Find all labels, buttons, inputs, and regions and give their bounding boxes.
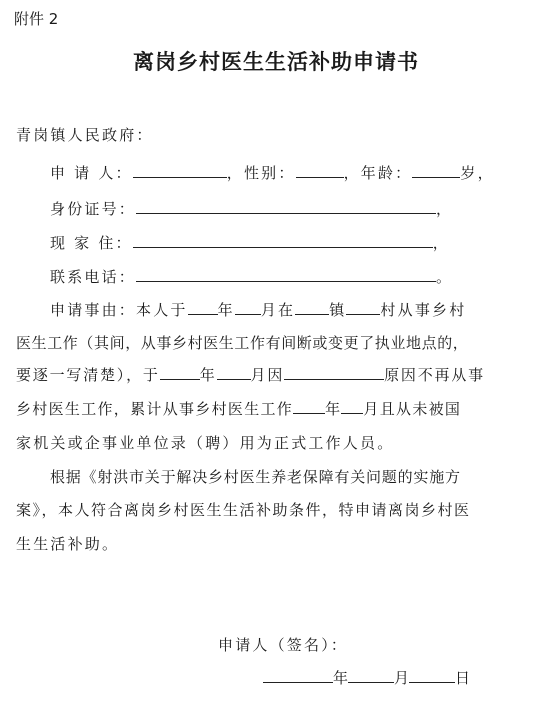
reason-text-1d: 镇 (329, 301, 347, 319)
reason-text-1c: 月在 (260, 301, 296, 319)
reason-text-4c: 月且从未被国 (363, 400, 462, 418)
address-end: ， (432, 234, 450, 252)
id-label: 身份证号： (50, 200, 137, 218)
village-field[interactable] (346, 300, 380, 315)
date-year-label: 年 (333, 669, 349, 687)
reason-text-3c: 月因 (250, 366, 285, 384)
age-field[interactable] (412, 163, 460, 178)
reason-text-3d: 原因不再从事 (384, 366, 485, 384)
reason-text-1a: 申请事由：本人于 (50, 301, 188, 319)
leave-year-field[interactable] (160, 365, 200, 380)
address-line (50, 232, 450, 253)
phone-end: 。 (436, 268, 454, 286)
basis-line-3: 生生活补助。 (16, 535, 120, 553)
applicant-line (50, 162, 495, 183)
phone-field[interactable] (136, 267, 436, 282)
applicant-name-field[interactable] (133, 163, 227, 178)
reason-text-4b: 年 (325, 400, 342, 418)
basis-line-1: 根据《射洪市关于解决乡村医生养老保障有关问题的实施方 (50, 468, 461, 486)
sign-month-field[interactable] (348, 668, 394, 683)
age-unit: 岁， (460, 164, 495, 182)
reason-line-1 (50, 299, 466, 320)
addressee: 青岗镇人民政府： (16, 126, 154, 144)
id-line (50, 198, 453, 219)
document-title: 离岗乡村医生生活补助申请书 (133, 50, 419, 74)
date-line (263, 667, 470, 688)
reason-text-3b: 年 (199, 366, 217, 384)
leave-reason-field[interactable] (284, 365, 384, 380)
signature-label: 申请人（签名）： (218, 636, 349, 654)
basis-line-2: 案》，本人符合离岗乡村医生生活补助条件，特申请离岗乡村医 (16, 501, 471, 519)
address-field[interactable] (133, 233, 433, 248)
phone-label: 联系电话： (50, 268, 137, 286)
date-month-label: 月 (394, 669, 410, 687)
date-day-label: 日 (455, 669, 471, 687)
id-end: ， (436, 200, 454, 218)
reason-text-4a: 乡村医生工作，累计从事乡村医生工作 (16, 400, 294, 418)
start-year-field[interactable] (188, 300, 218, 315)
gender-label: ，性别： (226, 164, 296, 182)
total-months-field[interactable] (341, 399, 363, 414)
age-label: ，年龄： (343, 164, 413, 182)
address-label: 现 家 住： (50, 234, 133, 252)
sign-year-field[interactable] (263, 668, 333, 683)
id-number-field[interactable] (136, 199, 436, 214)
attachment-label: 附件 2 (14, 10, 59, 28)
reason-line-5: 家机关或企事业单位录（聘）用为正式工作人员。 (16, 434, 395, 452)
total-years-field[interactable] (293, 399, 325, 414)
phone-line (50, 266, 453, 287)
reason-text-3a: 要逐一写清楚），于 (16, 366, 160, 384)
gender-field[interactable] (296, 163, 344, 178)
reason-line-3 (16, 364, 485, 385)
reason-text-1b: 年 (217, 301, 235, 319)
start-month-field[interactable] (235, 300, 261, 315)
reason-line-4 (16, 398, 461, 419)
reason-text-1e: 村从事乡村 (380, 301, 467, 319)
leave-month-field[interactable] (217, 365, 251, 380)
reason-line-2: 医生工作（其间，从事乡村医生工作有间断或变更了执业地点的， (16, 334, 469, 352)
town-field[interactable] (295, 300, 329, 315)
applicant-label: 申 请 人： (50, 164, 133, 182)
sign-day-field[interactable] (409, 668, 455, 683)
